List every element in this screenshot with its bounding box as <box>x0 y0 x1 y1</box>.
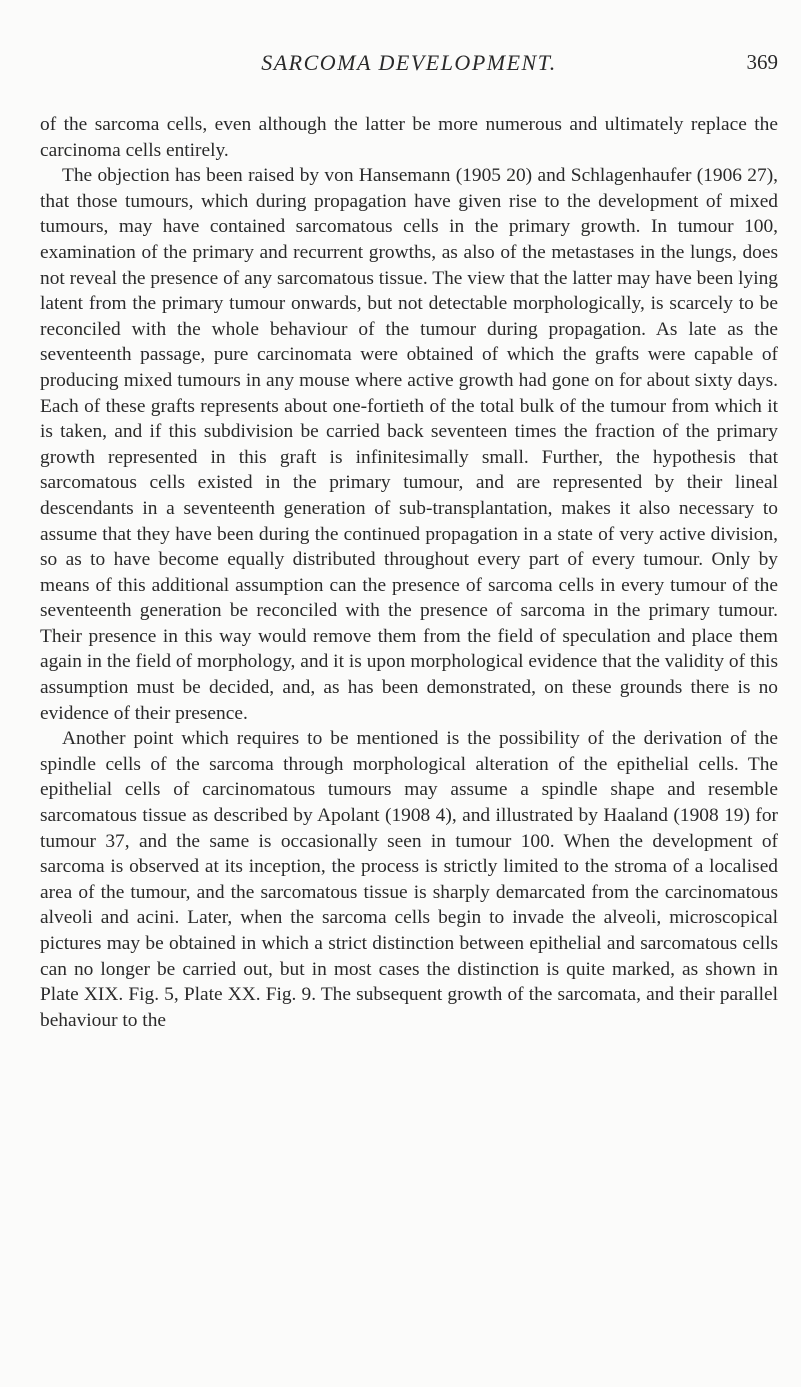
page-number: 369 <box>746 50 778 74</box>
running-title: SARCOMA DEVELOPMENT. <box>261 50 557 75</box>
paragraph-spindle-cells: Another point which requires to be mentioned is the possibility of the derivation of the spindle cells of the sarcoma through morphological alteration of the epithelial cells. The epithelial cells of carcinomatous tumours may assume a spindle shape and resemble sarcomatous tissue as described by Apolant (1908 4), and illustrated by Haaland (1908 19) for tumour 37, and the same is occasionally seen in tumour 100. When the development of sarcoma is observed at its inception, the process is strictly limited to the stroma of a localised area of the tumour, and the sarcomatous tissue is sharply demarcated from the carcinomatous alveoli and acini. Later, when the sarcoma cells begin to invade the alveoli, microscopical pictures may be obtained in which a strict distinction between epithelial and sarcomatous cells can no longer be carried out, but in most cases the distinction is quite marked, as shown in Plate XIX. Fig. 5, Plate XX. Fig. 9. The subsequent growth of the sarcomata, and their parallel behaviour to the <box>40 728 778 1031</box>
body-text <box>40 112 778 1033</box>
running-head <box>40 50 778 86</box>
paragraph-continuation: of the sarcoma cells, even although the latter be more numerous and ultimately replace the carcinoma cells entirely. <box>40 114 778 161</box>
paragraph-hansemann-objection: The objection has been raised by von Hansemann (1905 20) and Schlagenhaufer (1906 27), that those tumours, which during propagation have given rise to the development of mixed tumours, may have contained sarcomatous cells in the primary growth. In tumour 100, examination of the primary and recurrent growths, as also of the metastases in the lungs, does not reveal the presence of any sarcomatous tissue. The view that the latter may have been lying latent from the primary tumour onwards, but not detectable morphologically, is scarcely to be reconciled with the whole behaviour of the tumour during propagation. As late as the seventeenth passage, pure carcinomata were obtained of which the grafts were capable of producing mixed tumours in any mouse where active growth had gone on for about sixty days. Each of these grafts represents about one-fortieth of the total bulk of the tumour from which it is taken, and if this subdivision be carried back seventeen times the fraction of the primary growth represented in this graft is infinitesimally small. Further, the hypothesis that sarcomatous cells existed in the primary tumour, and are represented by their lineal descendants in a seventeenth generation of sub-transplantation, makes it also necessary to assume that they have been during the continued propagation in a state of very active division, so as to have become equally distributed throughout every part of every tumour. Only by means of this additional assumption can the presence of sarcoma cells in every tumour of the seventeenth generation be reconciled with the presence of sarcoma in the primary tumour. Their presence in this way would remove them from the field of speculation and place them again in the field of morphology, and it is upon morphological evidence that the validity of this assumption must be decided, and, as has been demonstrated, on these grounds there is no evidence of their presence. <box>40 165 778 724</box>
